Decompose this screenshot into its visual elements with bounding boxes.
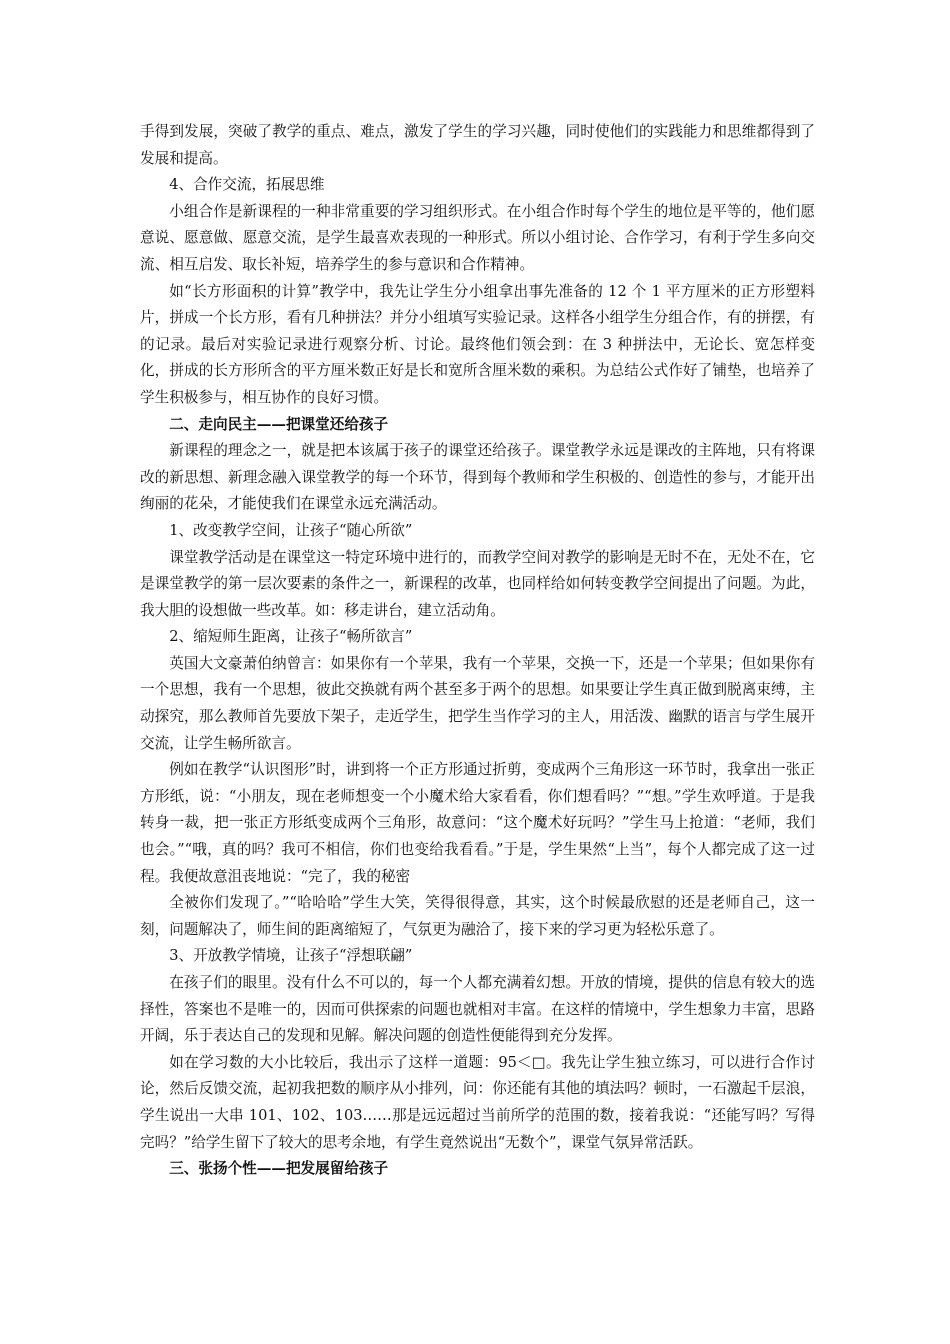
body-paragraph: 手得到发展，突破了教学的重点、难点，激发了学生的学习兴趣，同时使他们的实践能力和思维都得到了发展和提高。 [140, 123, 815, 167]
subheading-teaching-space: 1、改变教学空间，让孩子“随心所欲” [169, 521, 413, 539]
subheading-cooperation: 4、合作交流，拓展思维 [169, 176, 325, 194]
section-heading-individuality: 三、张扬个性——把发展留给孩子 [169, 1160, 389, 1178]
body-paragraph: 课堂教学活动是在课堂这一特定环境中进行的，而教学空间对教学的影响是无时不在，无处不在，它是课堂教学的第一层次要素的条件之一，新课程的改革，也同样给如何转变教学空间提出了问题。为此，我大胆的设想做一些改革。如：移走讲台，建立活动角。 [140, 548, 815, 619]
body-paragraph: 如“长方形面积的计算”教学中，我先让学生分小组拿出事先准备的 12 个 1 平方厘米的正方形塑料片，拼成一个长方形，看有几种拼法？并分小组填写实验记录。这样各小组学生分组合作，有的拼摆，有的记录。最后对实验记录进行观察分析、讨论。最终他们领会到：在 3 种拼法中，无论长、宽怎样变化，拼成的长方形所含的平方厘米数正好是长和宽所含厘米数的乘积。为总结公式作好了铺垫，也培养了学生积极参与，相互协作的良好习惯。 [140, 282, 815, 406]
body-paragraph: 小组合作是新课程的一种非常重要的学习组织形式。在小组合作时每个学生的地位是平等的，他们愿意说、愿意做、愿意交流，是学生最喜欢表现的一种形式。所以小组讨论、合作学习，有利于学生多向交流、相互启发、取长补短，培养学生的参与意识和合作精神。 [140, 202, 815, 273]
document-page [140, 119, 815, 1183]
body-paragraph: 如在学习数的大小比较后，我出示了这样一道题：95＜□。我先让学生独立练习，可以进行合作讨论，然后反馈交流，起初我把数的顺序从小排列，问：你还能有其他的填法吗？顿时，一石激起千层浪，学生说出一大串 101、102、103……那是远远超过当前所学的范围的数，接着我说：“还能写吗？写得完吗？”给学生留下了较大的思考余地，有学生竟然说出“无数个”，课堂气氛异常活跃。 [140, 1053, 815, 1151]
body-paragraph: 英国大文豪萧伯纳曾言：如果你有一个苹果，我有一个苹果，交换一下，还是一个苹果；但如果你有一个思想，我有一个思想，彼此交换就有两个甚至多于两个的思想。如果要让学生真正做到脱离束缚，主动探究，那么教师首先要放下架子，走近学生，把学生当作学习的主人，用活泼、幽默的语言与学生展开交流，让学生畅所欲言。 [140, 654, 815, 752]
subheading-teacher-distance: 2、缩短师生距离，让孩子“畅所欲言” [169, 628, 413, 646]
body-paragraph: 全被你们发现了。”“哈哈哈”学生大笑，笑得很得意，其实，这个时候最欣慰的还是老师自己，这一刻，问题解决了，师生间的距离缩短了，气氛更为融洽了，接下来的学习更为轻松乐意了。 [140, 894, 815, 938]
body-paragraph: 新课程的理念之一，就是把本该属于孩子的课堂还给孩子。课堂教学永远是课改的主阵地，只有将课改的新思想、新理念融入课堂教学的每一个环节，得到每个教师和学生积极的、创造性的参与，才能开出绚丽的花朵，才能使我们在课堂永远充满活动。 [140, 442, 815, 513]
subheading-open-situation: 3、开放教学情境，让孩子“浮想联翩” [169, 947, 413, 965]
body-paragraph: 在孩子们的眼里。没有什么不可以的，每一个人都充满着幻想。开放的情境，提供的信息有较大的选择性，答案也不是唯一的，因而可供探索的问题也就相对丰富。在这样的情境中，学生想象力丰富，思路开阔，乐于表达自己的发现和见解。解决问题的创造性便能得到充分发挥。 [140, 974, 815, 1045]
body-paragraph: 例如在教学“认识图形”时，讲到将一个正方形通过折剪，变成两个三角形这一环节时，我拿出一张正方形纸，说：“小朋友，现在老师想变一个小魔术给大家看看，你们想看吗？”“想。”学生欢呼道。于是我转身一裁，把一张正方形纸变成两个三角形，故意问：“这个魔术好玩吗？”学生马上抢道：“老师，我们也会。”“哦，真的吗？我可不相信，你们也变给我看看。”于是，学生果然“上当”，每个人都完成了这一过程。我便故意沮丧地说：“完了，我的秘密 [140, 761, 815, 885]
section-heading-democracy: 二、走向民主——把课堂还给孩子 [169, 415, 389, 433]
